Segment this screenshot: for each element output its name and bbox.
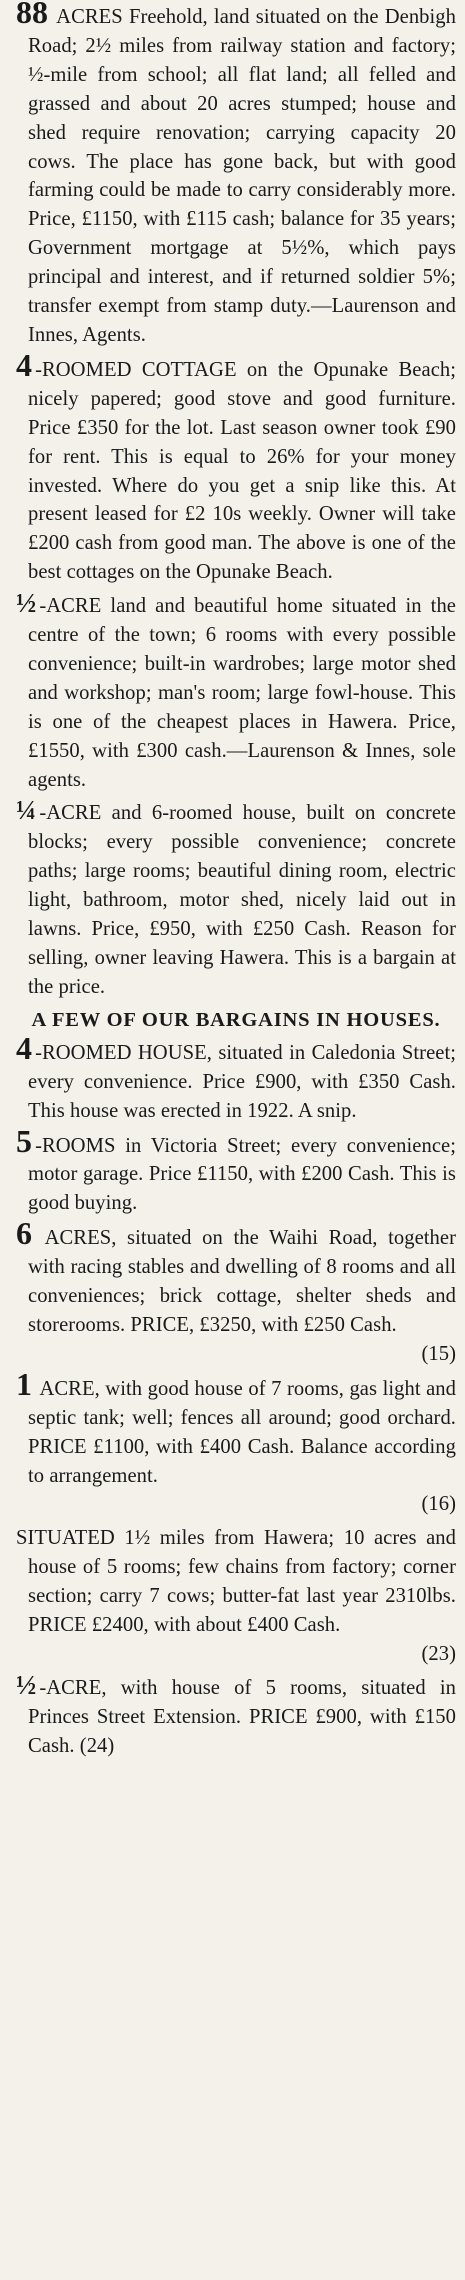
house-5-rooms-victoria — [16, 1122, 456, 1219]
house-1-acre-7-rooms — [16, 1365, 456, 1520]
section-heading: A FEW OF OUR BARGAINS IN HOUSES. — [31, 1008, 441, 1031]
newspaper-column — [16, 0, 456, 1761]
ad-lead-number: 5 — [16, 1122, 33, 1159]
house-half-acre-princes-street — [16, 1669, 456, 1761]
ad-reference-number: (23) — [421, 1642, 456, 1665]
ad-body: -ROOMED HOUSE, situated in Caledonia Street; every convenience. Price £900, with £350 Cash. This house was erected in 1922. A snip. — [28, 1041, 456, 1122]
ad-reference-number: (15) — [421, 1342, 456, 1365]
ad-lead-number: 4 — [16, 1029, 33, 1066]
ad-body: -ACRE and 6-roomed house, built on concrete blocks; every possible convenience; concrete paths; large rooms; beautiful dining room, electric light, bathroom, motor shed, nicely laid out in lawns. Price, £950, with £250 Cash. Reason for selling, owner leaving Hawera. This is a bargain at the price. — [28, 802, 456, 998]
ad-lead-number: 4 — [16, 346, 33, 383]
ad-lead-number: 1 — [16, 1365, 33, 1402]
house-6-acres-waihi-road — [16, 1215, 457, 1369]
ad-body: ACRES, situated on the Waihi Road, together with racing stables and dwelling of 8 rooms and all conveniences; brick cottage, shelter sheds and storerooms. PRICE, £3250, with £250 Cash. — [28, 1227, 457, 1336]
ad-quarter-acre-6-roomed-house — [16, 795, 456, 1001]
ad-lead-number: 88 — [16, 0, 49, 30]
ad-half-acre-town-home — [16, 588, 456, 794]
ad-body: -ROOMS in Victoria Street; every convenience; motor garage. Price £1150, with £200 Cash. This is good buying. — [28, 1134, 456, 1215]
ad-body: ACRES Freehold, land situated on the Denbigh Road; 2½ miles from railway station and factory; ½-mile from school; all flat land; all felled and grassed and about 20 acres stumped; house and shed require renovation; carrying capacity 20 cows. The place has gone back, but with good farming could be made to carry considerably more. Price, £1150, with £115 cash; balance for 35 years; Government mortgage at 5½%, which pays principal and interest, and if returned soldier 5%; transfer exempt from stamp duty.—Laurenson and Innes, Agents. — [28, 6, 456, 346]
ad-body: ACRE, with good house of 7 rooms, gas light and septic tank; well; fences all around; good orchard. PRICE £1100, with £400 Cash. Balance according to arrangement. — [28, 1377, 456, 1487]
ad-reference-number: (24) — [79, 1734, 115, 1757]
ad-body: -ACRE, with house of 5 rooms, situated in Princes Street Extension. PRICE £900, with £150 Cash. — [28, 1676, 456, 1757]
ad-body: -ACRE land and beautiful home situated in the centre of the town; 6 rooms with every possible convenience; built-in wardrobes; large motor shed and workshop; man's room; large fowl-house. This is one of the cheapest places in Hawera. Price, £1550, with £300 cash.—Laurenson & Innes, sole agents. — [28, 595, 456, 791]
ad-lead-number: 6 — [16, 1215, 33, 1252]
ad-lead-number: ½ — [16, 588, 37, 619]
house-10-acres-near-hawera — [16, 1524, 456, 1669]
ad-lead-number: ½ — [16, 1669, 37, 1700]
house-4-roomed-caledonia — [16, 1029, 456, 1126]
ad-4-roomed-cottage-opunake — [16, 346, 456, 587]
ad-lead-number: ¼ — [16, 795, 37, 826]
ad-body: -ROOMED COTTAGE on the Opunake Beach; nicely papered; good stove and good furniture. Price £350 for the lot. Last season owner took £90 for rent. This is equal to 26% for your money invested. Where do you get a snip like this. At present leased for £2 10s weekly. Owner will take £200 cash from good man. The above is one of the best cottages on the Opunake Beach. — [28, 358, 456, 584]
ad-body: SITUATED 1½ miles from Hawera; 10 acres and house of 5 rooms; few chains from factory; corner section; carry 7 cows; butter-fat last year 2310lbs. PRICE £2400, with about £400 Cash. — [16, 1527, 456, 1637]
ad-88-acres-denbigh-road — [16, 2, 456, 350]
ad-reference-number: (16) — [421, 1493, 456, 1516]
